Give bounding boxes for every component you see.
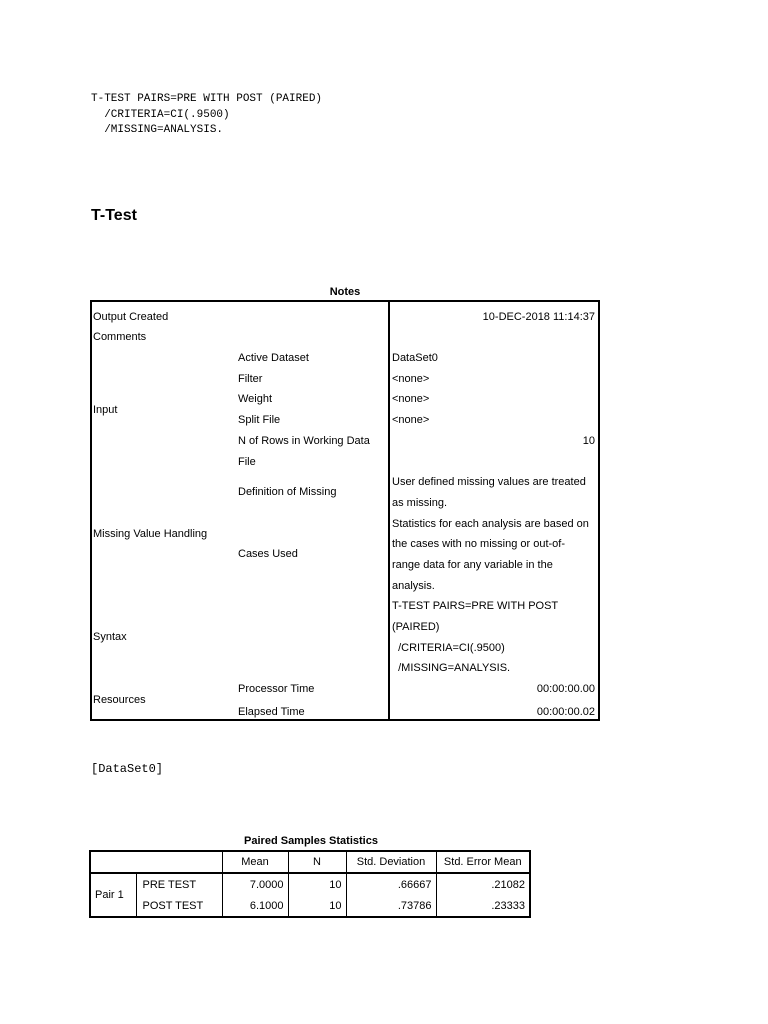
header-n: N xyxy=(288,851,346,873)
definition-line: as missing. xyxy=(392,497,448,509)
header-mean: Mean xyxy=(222,851,288,873)
table-row xyxy=(90,895,530,917)
page-heading: T-Test xyxy=(91,207,137,224)
n-rows-label-cont: File xyxy=(238,456,256,468)
table-row xyxy=(90,873,530,895)
pair-label: Pair 1 xyxy=(90,873,136,917)
output-created-value: 10-DEC-2018 11:14:37 xyxy=(482,311,595,323)
row-std-deviation: .73786 xyxy=(346,895,436,917)
active-dataset-label: Active Dataset xyxy=(238,352,309,364)
syntax-line: /CRITERIA=CI(.9500) xyxy=(91,108,230,121)
header-std-error-mean: Std. Error Mean xyxy=(436,851,530,873)
syntax-label: Syntax xyxy=(93,631,127,643)
cases-used-label: Cases Used xyxy=(238,548,298,560)
cases-used-line: Statistics for each analysis are based on xyxy=(392,518,589,530)
row-std-error-mean: .21082 xyxy=(436,873,530,895)
split-file-label: Split File xyxy=(238,414,281,426)
processor-time-value: 00:00:00.00 xyxy=(536,683,595,695)
table-header-row xyxy=(90,851,530,873)
row-name: PRE TEST xyxy=(136,873,222,895)
filter-label: Filter xyxy=(238,373,263,385)
header-std-deviation: Std. Deviation xyxy=(346,851,436,873)
split-file-value: <none> xyxy=(392,414,430,426)
missing-value-handling-label: Missing Value Handling xyxy=(93,528,208,540)
row-n: 10 xyxy=(288,895,346,917)
processor-time-label: Processor Time xyxy=(238,683,315,695)
row-mean: 6.1000 xyxy=(222,895,288,917)
syntax-block xyxy=(91,92,322,139)
active-dataset-value: DataSet0 xyxy=(392,352,438,364)
cases-used-line: range data for any variable in the xyxy=(392,559,553,571)
syntax-line: /MISSING=ANALYSIS. xyxy=(91,124,224,136)
paired-stats-table xyxy=(89,850,531,918)
n-rows-value: 10 xyxy=(582,435,595,447)
input-label: Input xyxy=(93,404,118,416)
cases-used-line: the cases with no missing or out-of- xyxy=(392,538,566,550)
filter-value: <none> xyxy=(392,373,430,385)
definition-of-missing-label: Definition of Missing xyxy=(238,486,337,498)
row-n: 10 xyxy=(288,873,346,895)
weight-label: Weight xyxy=(238,393,273,405)
row-mean: 7.0000 xyxy=(222,873,288,895)
notes-divider xyxy=(388,300,390,721)
definition-line: User defined missing values are treated xyxy=(392,476,586,488)
header-corner xyxy=(90,851,222,873)
elapsed-time-label: Elapsed Time xyxy=(238,706,305,718)
resources-label: Resources xyxy=(93,694,146,706)
weight-value: <none> xyxy=(392,393,430,405)
syntax-value-line: /CRITERIA=CI(.9500) xyxy=(392,642,505,654)
syntax-value-line: /MISSING=ANALYSIS. xyxy=(392,662,511,674)
output-created-label: Output Created xyxy=(93,311,169,323)
dataset-label: [DataSet0] xyxy=(91,762,164,776)
syntax-value-line: T-TEST PAIRS=PRE WITH POST xyxy=(392,600,559,612)
row-std-error-mean: .23333 xyxy=(436,895,530,917)
row-name: POST TEST xyxy=(136,895,222,917)
row-std-deviation: .66667 xyxy=(346,873,436,895)
cases-used-line: analysis. xyxy=(392,580,435,592)
paired-stats-title: Paired Samples Statistics xyxy=(244,835,378,847)
notes-table xyxy=(90,300,600,721)
elapsed-time-value: 00:00:00.02 xyxy=(536,706,595,718)
syntax-line: T-TEST PAIRS=PRE WITH POST (PAIRED) xyxy=(91,93,323,105)
comments-label: Comments xyxy=(93,331,147,343)
n-rows-label: N of Rows in Working Data xyxy=(238,435,370,447)
syntax-value-line: (PAIRED) xyxy=(392,621,440,633)
notes-title: Notes xyxy=(329,286,361,298)
